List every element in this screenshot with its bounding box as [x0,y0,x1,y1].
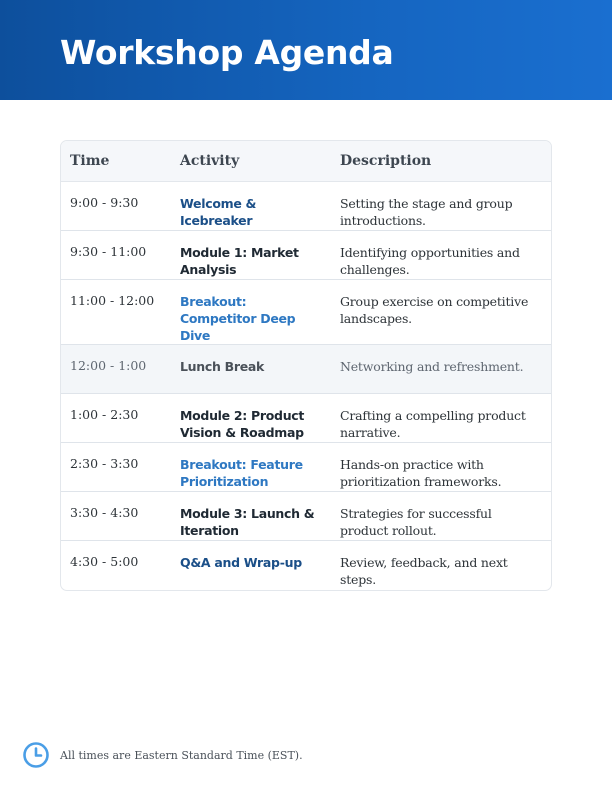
column-header-description: Description [331,141,551,182]
description-cell: Group exercise on competitive landscapes. [331,280,551,345]
time-cell: 9:00 - 9:30 [61,182,171,231]
activity-cell: Welcome & Icebreaker [171,182,331,231]
description-cell: Identifying opportunities and challenges. [331,231,551,280]
column-header-time: Time [61,141,171,182]
table-row [61,541,551,590]
page-title: Workshop Agenda [60,33,394,72]
table-row-lunch [61,345,551,394]
table-row [61,443,551,492]
agenda-table [60,140,552,591]
table-row [61,394,551,443]
activity-cell: Module 1: Market Analysis [171,231,331,280]
time-cell: 12:00 - 1:00 [61,345,171,394]
time-cell: 1:00 - 2:30 [61,394,171,443]
table-row [61,492,551,541]
activity-cell: Lunch Break [171,345,331,394]
time-cell: 11:00 - 12:00 [61,280,171,345]
description-cell: Setting the stage and group introductions. [331,182,551,231]
footer-note [22,741,582,771]
timezone-note: All times are Eastern Standard Time (EST). [60,749,303,762]
description-cell: Hands-on practice with prioritization frameworks. [331,443,551,492]
table-row [61,182,551,231]
time-cell: 9:30 - 11:00 [61,231,171,280]
description-cell: Review, feedback, and next steps. [340,555,508,587]
time-cell: 2:30 - 3:30 [61,443,171,492]
column-header-activity: Activity [171,141,331,182]
activity-cell: Module 3: Launch & Iteration [171,492,331,541]
clock-icon [22,741,50,769]
description-cell: Crafting a compelling product narrative. [331,394,551,443]
table-header-row [61,141,551,182]
page-header [0,0,612,100]
description-cell: Networking and refreshment. [331,345,551,394]
table-row [61,231,551,280]
time-cell: 4:30 - 5:00 [70,554,139,569]
activity-cell: Breakout: Feature Prioritization [171,443,331,492]
table-row [61,280,551,345]
activity-cell: Breakout: Competitor Deep Dive [171,280,331,345]
activity-cell: Q&A and Wrap-up [180,555,302,570]
time-cell: 3:30 - 4:30 [61,492,171,541]
description-cell: Strategies for successful product rollout. [331,492,551,541]
activity-cell: Module 2: Product Vision & Roadmap [171,394,331,443]
